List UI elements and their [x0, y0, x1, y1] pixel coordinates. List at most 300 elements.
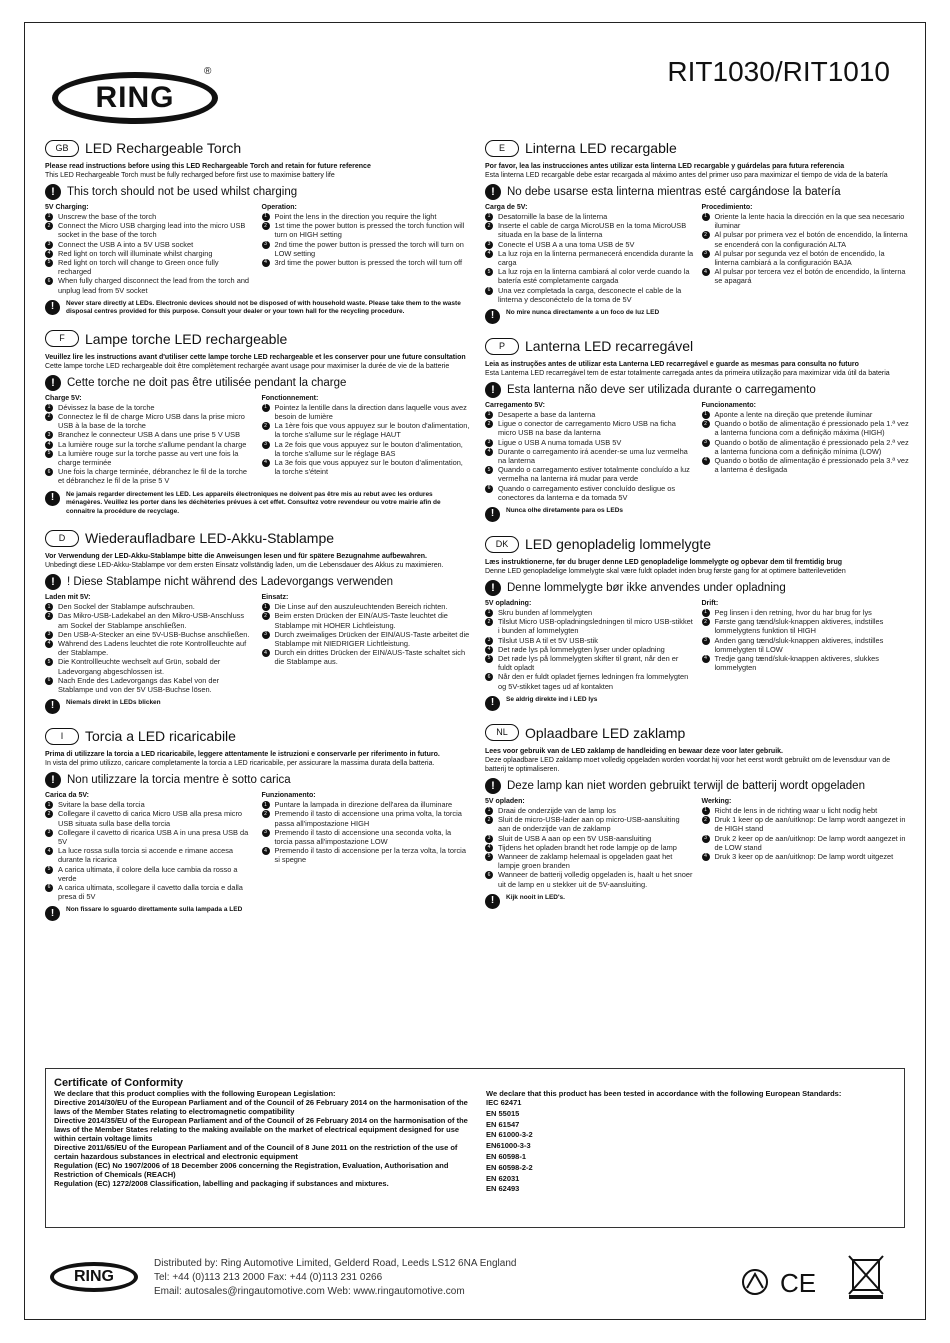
operation-steps	[702, 204, 911, 304]
section-header	[45, 138, 470, 158]
step-number-icon: 3	[262, 829, 270, 837]
step-text: Tilslut Micro USB-opladningsledningen til micro USB-stikket i bunden af lommelygten	[498, 617, 693, 636]
instructions	[485, 600, 910, 691]
step-text: Die Linse auf den auszuleuchtenden Bereich richten.	[274, 602, 448, 612]
step-number-icon: 6	[485, 485, 493, 493]
step-text: Al pulsar por segunda vez el botón de encendido, la linterna cambiará a la configuración BAJA	[714, 248, 885, 268]
warning-icon: !	[45, 375, 61, 391]
step	[485, 240, 694, 249]
step	[702, 212, 911, 230]
safety-note	[45, 906, 470, 921]
warning-icon: !	[485, 309, 500, 324]
step-text: Das Mikro-USB-Ladekabel an den Mikro-USB-Anschluss am Sockel der Stablampe anschließen.	[58, 611, 245, 630]
language-badge: I	[45, 728, 79, 745]
step	[45, 630, 254, 639]
step-number-icon: 2	[262, 222, 270, 230]
section-f	[45, 329, 470, 516]
instructions	[485, 402, 910, 502]
step	[485, 465, 694, 483]
step	[702, 608, 911, 617]
warning-icon: !	[485, 894, 500, 909]
step-number-icon: 4	[45, 441, 53, 449]
step-number-icon: 2	[485, 618, 493, 626]
right-column	[485, 138, 910, 921]
step	[262, 403, 471, 421]
step-text: Wanneer de zaklamp helemaal is opgeladen gaat het lampje groen branden	[498, 851, 673, 871]
step-text: Premendo il tasto di accensione per la terza volta, la torcia si spegne	[274, 846, 466, 865]
language-badge: P	[485, 338, 519, 355]
intro-text: In vista del primo utilizzo, caricare completamente la torcia a LED ricaricabile, per assicurare la massima durata della batteria.	[45, 760, 435, 768]
step-number-icon: 1	[702, 609, 710, 617]
intro-bold: Læs instruktionerne, før du bruger denne LED genopladelige lommelygte og opbevar dem til fremtidig brug	[485, 559, 843, 567]
step-number-icon: 4	[702, 268, 710, 276]
step	[702, 419, 911, 437]
step-number-icon: 4	[262, 459, 270, 467]
intro-bold: Lees voor gebruik van de LED zaklamp de handleiding en bewaar deze voor later gebruik.	[485, 747, 783, 755]
step-number-icon: 1	[485, 609, 493, 617]
note-text: Non fissare lo sguardo direttamente sulla lampada a LED	[66, 906, 243, 914]
charging-steps	[485, 600, 694, 691]
step	[45, 440, 254, 449]
charging-steps	[45, 594, 254, 694]
language-badge: DK	[485, 536, 519, 553]
step-number-icon: 5	[485, 268, 493, 276]
step-number-icon: 6	[45, 468, 53, 476]
step	[262, 611, 471, 629]
step-number-icon: 5	[485, 655, 493, 663]
step-number-icon: 3	[702, 835, 710, 843]
section-title: Torcia a LED ricaricabile	[85, 728, 236, 745]
section-i	[45, 726, 470, 921]
charging-steps	[45, 792, 254, 901]
warning-icon: !	[45, 772, 61, 788]
step-text: Druk 1 keer op de aan/uitknop: De lamp wordt aangezet in de HIGH stand	[714, 815, 906, 834]
step-number-icon: 1	[702, 411, 710, 419]
warning-icon: !	[485, 507, 500, 522]
step	[485, 672, 694, 690]
distributor-address: Distributed by: Ring Automotive Limited, Gelderd Road, Leeds LS12 6NA England	[154, 1258, 517, 1269]
step	[485, 636, 694, 645]
step-number-icon: 4	[262, 649, 270, 657]
language-badge: F	[45, 330, 79, 347]
step	[485, 438, 694, 447]
charging-steps-heading: Charge 5V:	[45, 394, 82, 402]
warning-text: Denne lommelygte bør ikke anvendes under opladning	[507, 582, 786, 595]
step	[702, 852, 911, 861]
step	[45, 865, 254, 883]
step	[45, 449, 254, 467]
charging-warning	[485, 580, 910, 596]
step-number-icon: 4	[45, 847, 53, 855]
step-number-icon: 3	[262, 631, 270, 639]
step	[262, 630, 471, 648]
step-number-icon: 5	[485, 466, 493, 474]
section-p	[485, 336, 910, 522]
step-text: Tredje gang tænd/sluk-knappen aktiveres, slukkes lommelygten	[714, 654, 879, 673]
step	[485, 870, 694, 888]
step	[45, 430, 254, 439]
step	[262, 221, 471, 239]
step-number-icon: 4	[485, 448, 493, 456]
step-number-icon: 6	[45, 677, 53, 685]
cert-standard: EN 60598-2-2	[486, 1162, 533, 1172]
step-number-icon: 3	[262, 441, 270, 449]
step-number-icon: 5	[485, 853, 493, 861]
step-number-icon: 2	[702, 816, 710, 824]
step-number-icon: 2	[262, 810, 270, 818]
step	[45, 221, 254, 239]
cert-legislation: Directive 2014/35/EU of the European Parliament and of the Council of 26 February 2014 on the harmonisation of the laws of the Member States relating to the making available on the market of electrical equipment designed for use within certain voltage limits	[54, 1116, 468, 1143]
step-text: Red light on torch will change to Green once fully recharged	[58, 258, 219, 277]
step	[485, 834, 694, 843]
step-number-icon: 6	[485, 287, 493, 295]
step-text: Inserte el cable de carga MicroUSB en la toma MicroUSB situada en la base de la linterna	[498, 221, 687, 240]
step-number-icon: 2	[262, 612, 270, 620]
warning-text: Deze lamp kan niet worden gebruikt terwijl de batterij wordt opgeladen	[507, 779, 865, 792]
operation-steps-heading: Funzionamento:	[261, 792, 316, 800]
instructions	[45, 792, 470, 901]
charging-warning	[485, 184, 910, 200]
step-text: Druk 3 keer op de aan/uitknop: De lamp wordt uitgezet	[714, 851, 894, 861]
cert-standard: EN 61000-3-2	[486, 1130, 533, 1140]
step	[485, 249, 694, 267]
step-text: La 3e fois que vous appuyez sur le bouton d'alimentation, la torche s'éteint	[274, 458, 463, 477]
operation-steps	[702, 600, 911, 691]
step-number-icon: 4	[485, 646, 493, 654]
step	[262, 800, 471, 809]
intro-text: Unbedingt diese LED-Akku-Stablampe vor dem ersten Einsatz vollständig laden, um die Lebensdauer des Akkus zu maximieren.	[45, 562, 444, 570]
step-number-icon: 1	[262, 801, 270, 809]
safety-note	[45, 300, 470, 317]
operation-steps-heading: Einsatz:	[261, 594, 289, 602]
step-number-icon: 3	[45, 431, 53, 439]
step	[262, 240, 471, 258]
step	[262, 458, 471, 476]
charging-steps	[45, 395, 254, 486]
step-text: Pointez la lentille dans la direction dans laquelle vous avez besoin de lumière	[274, 402, 467, 422]
section-e	[485, 138, 910, 324]
step	[485, 654, 694, 672]
step-text: Collegare il cavetto di ricarica USB A in una presa USB da 5V	[58, 827, 249, 846]
step-number-icon: 6	[485, 673, 493, 681]
charging-warning	[485, 778, 910, 794]
step-text: Svitare la base della torcia	[58, 800, 145, 810]
step-number-icon: 1	[45, 603, 53, 611]
note-text: Kijk nooit in LED's.	[506, 893, 565, 901]
step-text: Skru bunden af lommelygten	[498, 608, 593, 618]
operation-steps-heading: Operation:	[261, 204, 297, 211]
step	[262, 421, 471, 439]
step-number-icon: 1	[702, 213, 710, 221]
charging-warning	[45, 375, 470, 391]
intro-bold: Please read instructions before using this LED Rechargeable Torch and retain for future reference	[45, 163, 371, 170]
safety-note	[485, 507, 910, 522]
step	[702, 456, 911, 474]
step-text: 1st time the power button is pressed the torch function will turn on HIGH setting	[274, 221, 465, 240]
step-text: 3rd time the power button is pressed the torch will turn off	[274, 258, 463, 268]
intro-text: Deze oplaadbare LED zaklamp moet volledig opgeladen worden voordat hij voor het eerst wordt gebruikt om de levensduur van de batterij te optimaliseren.	[485, 756, 891, 773]
cert-standard: IEC 62471	[486, 1098, 522, 1107]
section-title: Lampe torche LED rechargeable	[85, 330, 288, 347]
ring-logo: RING	[52, 72, 218, 124]
instructions	[485, 204, 910, 304]
section-d	[45, 528, 470, 714]
step-text: La luz roja en la linterna cambiará al color verde cuando la batería esté completamente cargada	[498, 267, 690, 286]
step-text: Beim ersten Drücken der EIN/AUS-Taste leuchtet die Stablampe mit HOHER Lichtleistung.	[274, 611, 448, 630]
step	[45, 403, 254, 412]
step-text: Første gang tænd/sluk-knappen aktiveres, indstilles lommelygtens funktion til HIGH	[714, 617, 884, 636]
section-header	[45, 726, 470, 746]
step-number-icon: 2	[485, 222, 493, 230]
step-number-icon: 3	[45, 241, 53, 249]
step-text: Branchez le connecteur USB A dans une prise 5 V USB	[58, 430, 240, 440]
language-badge: GB	[45, 140, 79, 157]
step-text: Når den er fuldt opladet fjernes ledningen fra lommelygten og 5V-stikket tages ud af kontakten	[498, 672, 689, 691]
step	[485, 806, 694, 815]
step-number-icon: 1	[45, 213, 53, 221]
charging-steps	[485, 402, 694, 502]
step-text: La lumière rouge sur la torche passe au vert une fois la charge terminée	[58, 448, 239, 468]
section-title: Lanterna LED recarregável	[525, 338, 694, 355]
step-text: Una vez completada la carga, desconecte el cable de la linterna y desconéctelo de la toma de 5V	[498, 285, 682, 304]
step-number-icon: 3	[262, 241, 270, 249]
step-text: Connectez le fil de charge Micro USB dans la prise micro USB à la base de la torche	[58, 412, 245, 431]
operation-steps-heading: Fonctionnement:	[261, 394, 319, 402]
step-text: Premendo il tasto di accensione una prima volta, la torcia passa all'impostazione HIGH	[274, 809, 462, 828]
triman-icon	[743, 1270, 767, 1294]
model-number: RIT1030/RIT1010	[667, 56, 890, 87]
operation-steps-heading: Funcionamento:	[701, 402, 756, 410]
step-text: Oriente la lente hacia la dirección en la que sea necesario iluminar	[714, 212, 905, 231]
step-text: Anden gang tænd/sluk-knappen aktiveres, indstilles lommelygten til LOW	[714, 635, 884, 654]
step	[262, 828, 471, 846]
step-text: Peg linsen i den retning, hvor du har brug for lys	[714, 608, 872, 618]
step-number-icon: 2	[702, 231, 710, 239]
charging-steps-heading: 5V opladning:	[485, 600, 532, 608]
operation-steps	[262, 792, 471, 901]
step-number-icon: 2	[702, 420, 710, 428]
step-text: Unscrew the base of the torch	[58, 212, 157, 221]
email-web: Email: autosales@ringautomotive.com Web: www.ringautomotive.com	[154, 1286, 465, 1297]
step-number-icon: 1	[262, 404, 270, 412]
step-number-icon: 1	[485, 411, 493, 419]
step-text: La lumière rouge sur la torche s'allume pendant la charge	[58, 439, 247, 449]
step-number-icon: 2	[45, 612, 53, 620]
step	[45, 602, 254, 611]
step	[485, 843, 694, 852]
step-number-icon: 4	[45, 640, 53, 648]
step-text: Wanneer de batterij volledig opgeladen is, haalt u het snoer uit de lamp en u stekker uit de 5V-aansluiting.	[498, 870, 693, 889]
instructions	[485, 798, 910, 889]
step-text: Nach Ende des Ladevorgangs das Kabel von der Stablampe und von der 5V USB-Buchse lösen.	[58, 675, 220, 694]
cert-legislation: Regulation (EC) 1272/2008 Classification, labelling and packaging if substances and mixtures.	[54, 1179, 389, 1188]
step	[702, 654, 911, 672]
charging-steps-heading: 5V opladen:	[485, 797, 525, 805]
step-text: Den Sockel der Stablampe aufschrauben.	[58, 602, 195, 612]
step	[45, 828, 254, 846]
step-text: Det røde lys på lommelygten skifter til grønt, når den er fuldt opladt	[498, 654, 679, 673]
step	[485, 221, 694, 239]
section-title: Oplaadbare LED zaklamp	[525, 724, 686, 741]
operation-steps	[262, 594, 471, 694]
step	[45, 412, 254, 430]
step	[702, 249, 911, 267]
step-text: Draai de onderzijde van de lamp los	[498, 805, 616, 815]
step	[485, 212, 694, 221]
step-text: Die Kontrollleuchte wechselt auf Grün, sobald der Ladevorgang abgeschlossen ist.	[58, 657, 221, 676]
step-text: Puntare la lampada in direzione dell'area da illuminare	[274, 800, 453, 810]
step	[45, 639, 254, 657]
intro-text: Esta Lanterna LED recarregável tem de estar totalmente carregada antes da primeira utilização para maximizar vida útil da bateria	[485, 370, 890, 378]
step-number-icon: 2	[702, 618, 710, 626]
phone-fax: Tel: +44 (0)113 213 2000 Fax: +44 (0)113 231 0266	[154, 1272, 383, 1283]
distributor-contact	[154, 1257, 516, 1299]
section-header	[45, 528, 470, 548]
step-text: Quando o carregamento estiver concluído desligue os conectores da lanterna e da tomada 5V	[498, 483, 676, 502]
cert-legislation: Directive 2011/65/EU of the European Parliament and of the Council of 8 June 2011 on the restriction of the use of certain hazardous substances in electrical and electronic equipment	[54, 1143, 458, 1161]
step-number-icon: 3	[485, 241, 493, 249]
section-title: Linterna LED recargable	[525, 140, 677, 156]
operation-steps	[262, 395, 471, 486]
step-text: Durante o carregamento irá acender-se uma luz vermelha na lanterna	[498, 446, 688, 466]
step	[262, 440, 471, 458]
warning-text: This torch should not be used whilst charging	[67, 186, 298, 198]
step	[262, 212, 471, 221]
step-text: Ligue o conector de carregamento Micro USB na ficha micro USB na base da lanterna	[498, 419, 676, 438]
step-number-icon: 1	[702, 807, 710, 815]
step-number-icon: 3	[485, 835, 493, 843]
step	[702, 267, 911, 285]
cert-standards-heading: We declare that this product has been tested in accordance with the following European Standards:	[486, 1089, 842, 1098]
safety-note	[485, 894, 910, 909]
section-gb	[45, 138, 470, 317]
warning-icon: !	[45, 300, 60, 315]
warning-icon: !	[45, 906, 60, 921]
step-number-icon: 6	[45, 277, 53, 285]
charging-warning	[45, 184, 470, 200]
operation-steps-heading: Drift:	[701, 600, 719, 608]
safety-note	[485, 696, 910, 711]
warning-text: ! Diese Stablampe nicht während des Ladevorgangs verwenden	[67, 576, 394, 589]
warning-icon: !	[45, 574, 61, 590]
intro-text: Cette lampe torche LED rechargeable doit être complètement rechargée avant usage pour maximiser la durée de vie de la batterie	[45, 362, 450, 370]
language-badge: D	[45, 530, 79, 547]
step-text: Premendo il tasto di accensione una seconda volta, la torcia passa all'impostazione LOW	[274, 827, 452, 846]
operation-steps	[262, 204, 471, 295]
step-number-icon: 3	[45, 829, 53, 837]
operation-steps-heading: Werking:	[701, 797, 732, 805]
section-nl	[485, 723, 910, 909]
step-number-icon: 2	[45, 810, 53, 818]
step	[702, 636, 911, 654]
step-number-icon: 1	[262, 213, 270, 221]
charging-steps-heading: Carica da 5V:	[45, 792, 89, 800]
footer-ring-logo: RING	[50, 1262, 138, 1292]
note-text: Nunca olhe diretamente para os LEDs	[506, 507, 624, 515]
step-number-icon: 2	[45, 413, 53, 421]
step-number-icon: 1	[45, 404, 53, 412]
step-number-icon: 6	[45, 884, 53, 892]
step-number-icon: 3	[702, 637, 710, 645]
step-number-icon: 1	[45, 801, 53, 809]
step	[702, 410, 911, 419]
warning-icon: !	[485, 580, 501, 596]
intro-bold: Por favor, lea las instrucciones antes utilizar esta linterna LED recargable y guárdelas para futura referencia	[485, 163, 845, 170]
step	[45, 467, 254, 485]
step-number-icon: 5	[45, 658, 53, 666]
step-text: La 1ère fois que vous appuyez sur le bouton d'alimentation, la torche s'allume sur le réglage HAUT	[274, 421, 470, 440]
step-text: Red light on torch will illuminate whilst charging	[58, 248, 213, 258]
intro-bold: Prima di utilizzare la torcia a LED ricaricabile, leggere attentamente le istruzioni e conservarle per riferimento in futuro.	[45, 751, 440, 759]
step	[485, 484, 694, 502]
step	[702, 815, 911, 833]
step-text: Al pulsar por tercera vez el botón de encendido, la linterna se apagará	[714, 267, 906, 286]
step-number-icon: 1	[485, 213, 493, 221]
section-dk	[485, 534, 910, 711]
step	[485, 286, 694, 304]
warning-icon: !	[485, 778, 501, 794]
step	[485, 267, 694, 285]
safety-note	[485, 309, 910, 324]
charging-steps-heading: Carregamento 5V:	[485, 402, 545, 410]
cert-standard: EN 60598-1	[486, 1151, 527, 1161]
note-text: Se aldrig direkte ind i LED lys	[506, 695, 598, 703]
section-title: LED genopladelig lommelygte	[525, 536, 711, 553]
warning-icon: !	[45, 184, 61, 200]
step	[485, 410, 694, 419]
section-header	[485, 336, 910, 356]
instructions	[45, 395, 470, 486]
step-text: Collegare il cavetto di carica Micro USB alla presa micro USB situata sulla base della torcia	[58, 809, 243, 828]
step-number-icon: 1	[262, 603, 270, 611]
step-number-icon: 3	[485, 637, 493, 645]
cert-standard: EN 62493	[486, 1184, 520, 1194]
intro-text: Esta linterna LED recargable debe estar recargada al máximo antes del primer uso para maximizar el tiempo de vida de la batería	[485, 172, 888, 179]
cert-standard: EN 62031	[486, 1173, 520, 1183]
step-number-icon: 5	[45, 259, 53, 267]
step	[45, 809, 254, 827]
step	[45, 657, 254, 675]
warning-icon: !	[485, 184, 501, 200]
section-header	[485, 138, 910, 158]
section-header	[45, 329, 470, 349]
step-text: A carica ultimata, il colore della luce cambia da rosso a verde	[58, 864, 238, 883]
step-text: Connect the USB A into a 5V USB socket	[58, 239, 194, 249]
certificate-of-conformity	[45, 1068, 905, 1228]
step-text: Desatornille la base de la linterna	[498, 212, 608, 221]
step-text: Point the lens in the direction you require the light	[274, 212, 437, 221]
step-text: La luz roja en la linterna permanecerá encendida durante la carga	[498, 248, 694, 268]
step	[485, 447, 694, 465]
step	[45, 276, 254, 294]
safety-note	[45, 699, 470, 714]
step-text: Quando o botão de alimentação é pressionado pela 3.ª vez a lanterna é desligada	[714, 456, 909, 475]
step-number-icon: 4	[262, 259, 270, 267]
step-number-icon: 4	[702, 655, 710, 663]
step-text: Ligue o USB A numa tomada USB 5V	[498, 437, 622, 447]
note-text: No mire nunca directamente a un foco de luz LED	[506, 309, 660, 317]
step-number-icon: 2	[262, 422, 270, 430]
step-number-icon: 2	[45, 222, 53, 230]
step-text: Tilslut USB A til et 5V USB-stik	[498, 635, 598, 645]
ce-mark: CE	[780, 1268, 817, 1298]
step-text: Connect the Micro USB charging lead into the micro USB socket in the base of the torch	[58, 221, 246, 240]
note-text: Ne jamais regarder directement les LED. Les appareils électroniques ne doivent pas être mis au rebut avec les ordures ménagères. Veuillez les porter dans les déchèteries prévues à cet effet. Consultez votre revendeur ou votre mairie afin de connaitre la procédure de recyclage.	[66, 490, 441, 515]
step-text: 2nd time the power button is pressed the torch will turn on LOW setting	[274, 239, 464, 258]
charging-steps	[485, 204, 694, 304]
step	[485, 419, 694, 437]
step-number-icon: 4	[45, 250, 53, 258]
